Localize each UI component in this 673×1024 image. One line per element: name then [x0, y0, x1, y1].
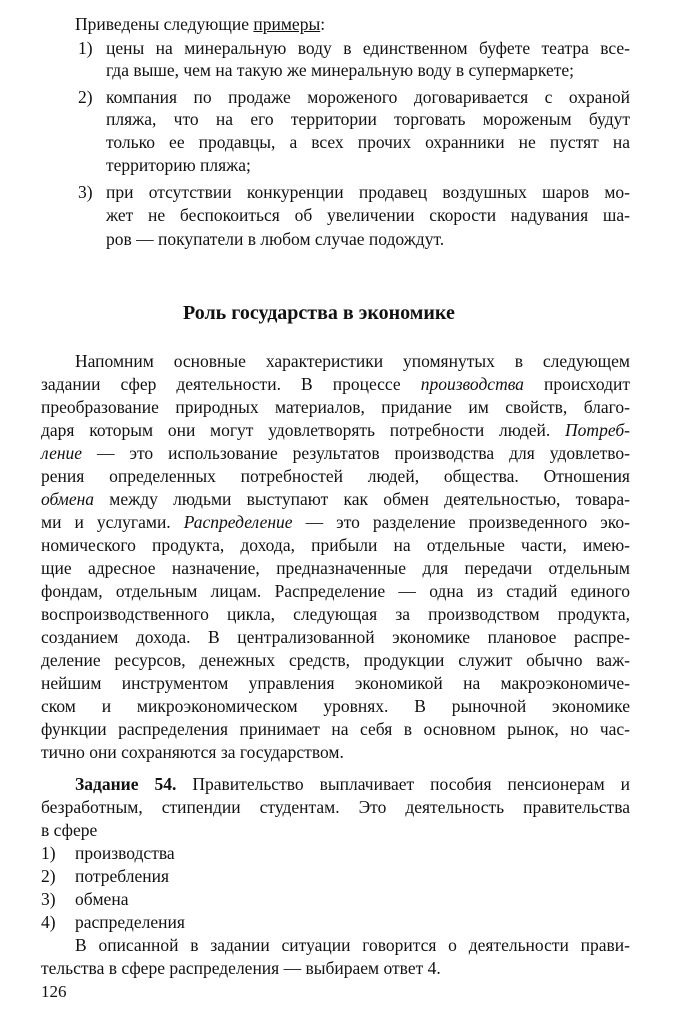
intro-underlined: примеры: [253, 14, 321, 34]
paragraph-line-9: номического продукта, дохода, прибыли на отдельные части, имею-: [41, 535, 630, 555]
task-line-2: безработным, стипендии студентам. Это деятельность правительства: [41, 797, 630, 817]
paragraph-line-10: щие адресное назначение, предназначенные для передачи отдельным: [41, 558, 630, 578]
option-2-text: потребления: [75, 866, 170, 886]
paragraph-line-8: ми и услугами. Распределение — это разделение произведенного эко-: [41, 512, 630, 532]
example-2-line-3: только ее продавцы, а всех прочих охранники не пустят на: [106, 132, 630, 152]
example-2-line-4: территорию пляжа;: [106, 155, 251, 175]
examples-intro: [75, 13, 325, 35]
paragraph-line-3: преобразование природных материалов, придание им свойств, благо-: [41, 397, 630, 417]
paragraph-line-4: даря которым они могут удовлетворять потребности людей. Потреб-: [41, 420, 630, 440]
option-1-number: 1): [41, 843, 56, 863]
option-2-number: 2): [41, 866, 56, 886]
answer-line-1: В описанной в задании ситуации говорится о деятельности прави-: [75, 935, 630, 955]
task-line-3: в сфере: [41, 820, 98, 840]
paragraph-line-2: задании сфер деятельности. В процессе производства происходит: [41, 374, 631, 394]
paragraph-line-17: функции распределения принимает на себя в основном рынок, но час-: [41, 719, 630, 739]
example-1-line-1: цены на минеральную воду в единственном буфете театра все-: [106, 38, 630, 58]
answer-line-2: тельства в сфере распределения — выбираем ответ 4.: [41, 958, 441, 978]
paragraph-line-14: деление ресурсов, денежных средств, продукции служит обычно важ-: [41, 650, 630, 670]
paragraph-line-11: фондам, отдельным лицам. Распределение — одна из стадий единого: [41, 581, 630, 601]
paragraph-line-12: воспроизводственного цикла, следующая за производством продукта,: [41, 604, 630, 624]
example-1-line-2: гда выше, чем на такую же минеральную воду в супермаркете;: [106, 60, 575, 80]
page-number: 126: [41, 982, 67, 1001]
paragraph-line-5: ление — это использование результатов производства для удовлетво-: [41, 443, 631, 463]
option-1-text: производства: [75, 843, 175, 863]
example-3-line-1: при отсутствии конкуренции продавец воздушных шаров мо-: [106, 182, 630, 202]
example-2-line-2: пляжа, что на его территории торговать мороженым будут: [106, 109, 630, 129]
example-2-number: 2): [78, 87, 93, 107]
paragraph-line-7: обмена между людьми выступают как обмен деятельностью, товара-: [41, 489, 630, 509]
task-line-1: Задание 54. Правительство выплачивает пособия пенсионерам и: [75, 774, 630, 794]
example-1-number: 1): [78, 38, 93, 58]
task-label: Задание 54.: [75, 774, 177, 794]
paragraph-line-16: ском и микроэкономическом уровнях. В рыночной экономике: [41, 696, 630, 716]
option-3-text: обмена: [75, 889, 129, 909]
example-3-line-2: жет не беспокоиться об увеличении скорости надувания ша-: [106, 205, 630, 225]
paragraph-line-1: Напомним основные характеристики упомянутых в следующем: [75, 351, 630, 371]
option-3-number: 3): [41, 889, 56, 909]
option-4-number: 4): [41, 912, 56, 932]
section-heading: Роль государства в экономике: [183, 302, 455, 324]
paragraph-line-13: созданием дохода. В централизованной экономике плановое распре-: [41, 627, 630, 647]
paragraph-line-18: тично они сохраняются за государством.: [41, 742, 344, 762]
paragraph-line-15: нейшим инструментом управления экономикой на макроэкономиче-: [41, 673, 630, 693]
example-2-line-1: компания по продаже мороженого договаривается с охраной: [106, 87, 630, 107]
example-3-number: 3): [78, 182, 93, 202]
intro-colon: :: [320, 14, 326, 34]
intro-text: Приведены следующие: [75, 14, 254, 34]
paragraph-line-6: рения определенных потребностей людей, общества. Отношения: [41, 466, 630, 486]
example-3-line-3: ров — покупатели в любом случае подождут.: [106, 229, 445, 249]
option-4-text: распределения: [75, 912, 185, 932]
